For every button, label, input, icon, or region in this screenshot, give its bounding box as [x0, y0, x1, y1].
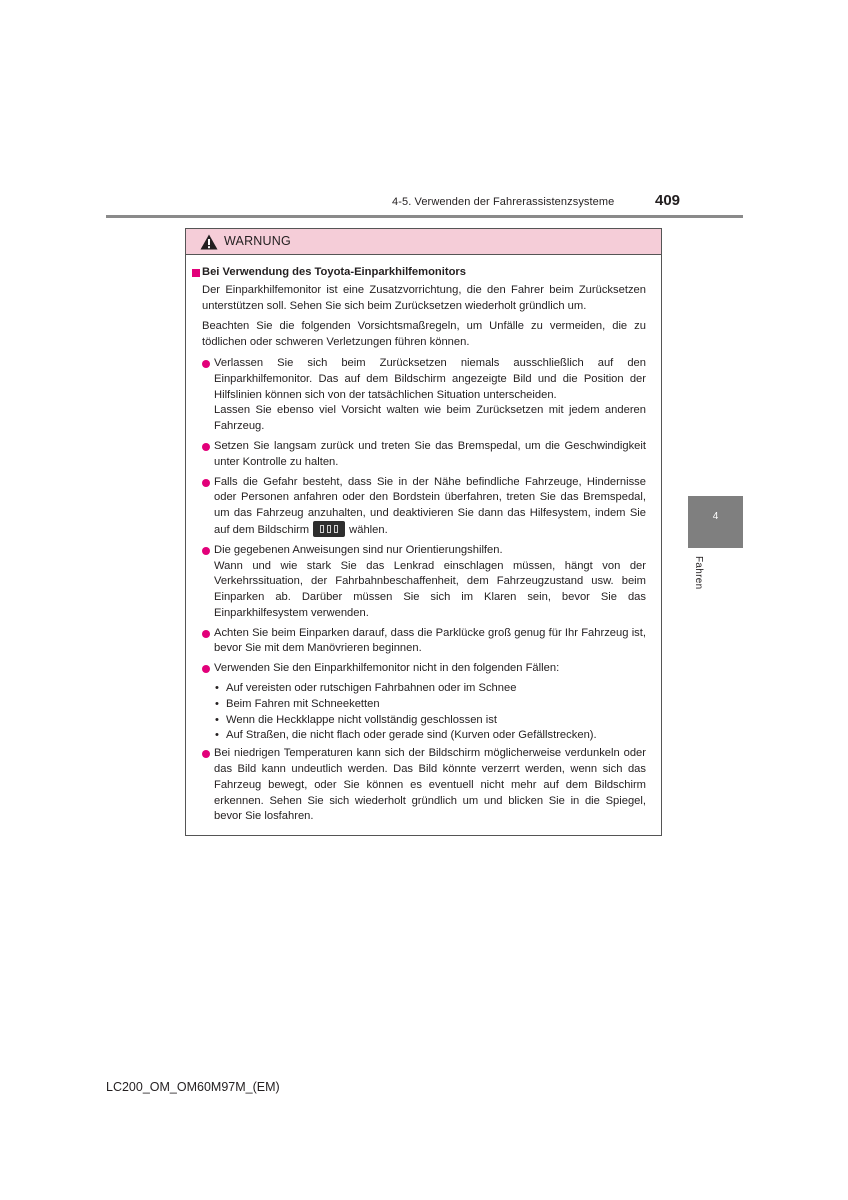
chapter-label: Fahren	[693, 556, 704, 590]
document-code: LC200_OM_OM60M97M_(EM)	[106, 1080, 280, 1094]
bullet-dot-icon	[202, 665, 210, 673]
chapter-number: 4	[712, 511, 719, 522]
bullet-text: Wann und wie stark Sie das Lenkrad einschlagen müssen, hängt von der Verkehrssituation, der Fahrbahnbeschaffenheit, dem Fahrzeugzustand usw. beim Einparken ab. Darüber müssen Sie sich im Klaren sein, bevor Sie das Einparkhilfesystem verwenden.	[214, 559, 646, 619]
bullet-text-end: wählen.	[349, 523, 388, 536]
intro-paragraph: Der Einparkhilfemonitor ist eine Zusatzvorrichtung, die den Fahrer beim Zurücksetzen unterstützen soll. Sehen Sie sich beim Zurücksetzen wiederholt gründlich um.	[202, 283, 646, 312]
bullet-text: Verlassen Sie sich beim Zurücksetzen niemals ausschließlich auf den Einparkhilfemonitor. Das auf dem Bildschirm angezeigte Bild und die Position der Hilfslinien können sich von der tatsächlichen Situation unterscheiden.	[214, 356, 646, 401]
precaution-paragraph: Beachten Sie die folgenden Vorsichtsmaßregeln, um Unfälle zu vermeiden, die zu tödlichen oder schweren Verletzungen führen können.	[202, 320, 646, 349]
sub-list-item	[214, 681, 646, 697]
bullet-text: Falls die Gefahr besteht, dass Sie in der Nähe befindliche Fahrzeuge, Hindernisse oder Personen anfahren oder den Bordstein überfahren, treten Sie das Bremspedal, um das Fahrzeug anzuhalten, und deaktivieren Sie dann das Hilfesystem, indem Sie auf dem Bildschirm	[214, 475, 646, 536]
chapter-tab	[688, 496, 743, 548]
bullet-dot-icon	[202, 443, 210, 451]
bullet-item	[186, 626, 646, 658]
header-divider	[106, 215, 743, 218]
section-heading	[186, 265, 646, 281]
parking-assist-off-button-icon	[313, 521, 345, 537]
sub-bullet-marker: •	[215, 682, 219, 695]
bullet-text: Die gegebenen Anweisungen sind nur Orientierungshilfen.	[214, 543, 503, 556]
sub-bullet-marker: •	[215, 713, 219, 726]
warning-box	[185, 228, 662, 836]
bullet-dot-icon	[202, 750, 210, 758]
bullet-text: Bei niedrigen Temperaturen kann sich der Bildschirm möglicherweise verdunkeln oder das Bild kann undeutlich werden. Das Bild könnte verzerrt werden, wenn sich das Fahrzeug bewegt, oder Sie können es eventuell nicht mehr auf dem Bildschirm erkennen. Sehen Sie sich wiederholt gründlich um und blicken Sie in die Spiegel, bevor Sie losfahren.	[214, 747, 646, 823]
square-bullet-icon	[192, 269, 200, 277]
bullet-text: Verwenden Sie den Einparkhilfemonitor nicht in den folgenden Fällen:	[214, 662, 560, 675]
bullet-item	[186, 439, 646, 471]
bullet-item	[186, 543, 646, 622]
bullet-dot-icon	[202, 479, 210, 487]
sub-bullet-marker: •	[215, 729, 219, 742]
warning-body	[186, 255, 661, 829]
section-title: 4-5. Verwenden der Fahrerassistenzsysteme	[392, 196, 615, 208]
bullet-item	[186, 661, 646, 677]
bullet-text: Achten Sie beim Einparken darauf, dass die Parklücke groß genug für Ihr Fahrzeug ist, bevor Sie mit dem Manövrieren beginnen.	[214, 626, 646, 655]
sub-list-text: Auf vereisten oder rutschigen Fahrbahnen oder im Schnee	[226, 682, 517, 695]
sub-list	[186, 681, 646, 744]
bullet-item	[186, 475, 646, 539]
bullet-item	[186, 746, 646, 825]
section-heading-text: Bei Verwendung des Toyota-Einparkhilfemonitors	[202, 266, 466, 278]
sub-bullet-marker: •	[215, 697, 219, 710]
bullet-text: Lassen Sie ebenso viel Vorsicht walten wie beim Zurücksetzen mit jedem anderen Fahrzeug.	[214, 404, 646, 433]
page-number: 409	[655, 192, 681, 209]
warning-triangle-icon	[200, 234, 218, 250]
sub-list-text: Auf Straßen, die nicht flach oder gerade sind (Kurven oder Gefällstrecken).	[226, 729, 597, 742]
sub-list-item	[214, 697, 646, 713]
sub-list-item	[214, 713, 646, 729]
sub-list-text: Wenn die Heckklappe nicht vollständig geschlossen ist	[226, 713, 497, 726]
sub-list-text: Beim Fahren mit Schneeketten	[226, 697, 380, 710]
bullet-item	[186, 356, 646, 435]
bullet-dot-icon	[202, 360, 210, 368]
bullet-text: Setzen Sie langsam zurück und treten Sie das Bremspedal, um die Geschwindigkeit unter Kontrolle zu halten.	[214, 439, 646, 468]
bullet-dot-icon	[202, 630, 210, 638]
sub-list-item	[214, 728, 646, 744]
bullet-dot-icon	[202, 547, 210, 555]
warning-header	[186, 229, 661, 255]
warning-title: WARNUNG	[224, 234, 291, 248]
